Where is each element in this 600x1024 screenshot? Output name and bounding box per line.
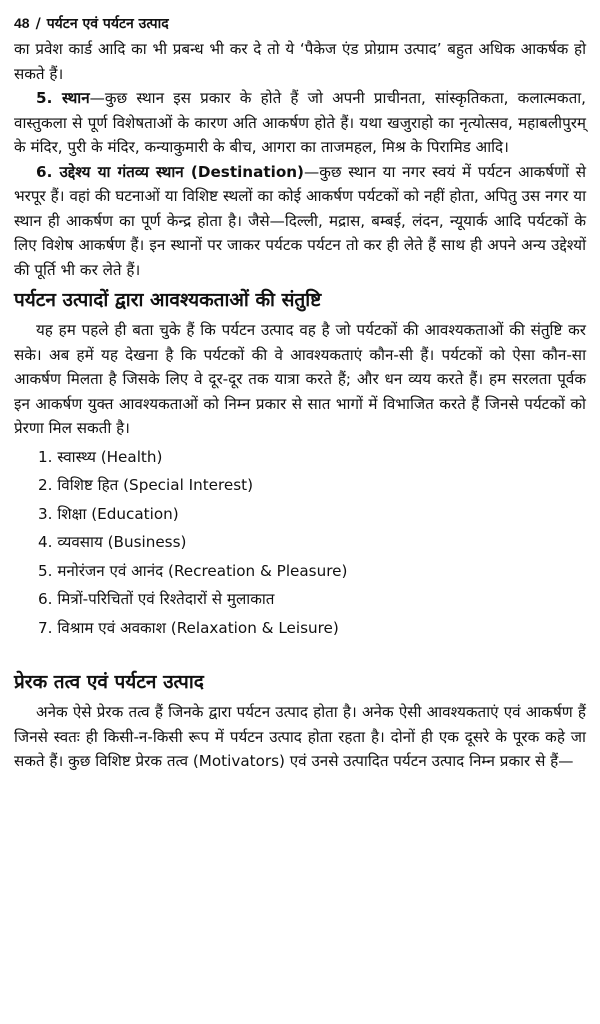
item-5-paragraph <box>14 86 586 160</box>
item-5-text: —कुछ स्थान इस प्रकार के होते हैं जो अपनी प्राचीनता, सांस्कृतिकता, कलात्मकता, वास्तुकला से पूर्ण विशेषताओं के कारण अति आकर्षण होते हैं। यथा खजुराहो का नृत्योत्सव, महाबलीपुरम् के मंदिर, पुरी के मंदिर, कन्याकुमारी के बीच, आगरा का ताजमहल, मिश्र के पिरामिड आदि। <box>14 89 586 156</box>
running-header <box>14 14 586 33</box>
list-item: 2. विशिष्ट हित (Special Interest) <box>38 476 254 494</box>
item-6-paragraph <box>14 160 586 283</box>
motivation-list <box>14 443 586 643</box>
list-item: 6. मित्रों-परिचितों एवं रिश्तेदारों से मुलाकात <box>38 590 275 608</box>
main-text <box>14 37 586 774</box>
list-item: 1. स्वास्थ्य (Health) <box>38 447 163 466</box>
item-6-label: 6. उद्देश्य या गंतव्य स्थान (Destination) <box>36 162 305 181</box>
list-item: 7. विश्राम एवं अवकाश (Relaxation & Leisure) <box>38 618 339 637</box>
intro-paragraph: का प्रवेश कार्ड आदि का भी प्रबन्ध भी कर दे तो ये ‘पैकेज एंड प्रोग्राम उत्पाद’ बहुत अधिक आकर्षक हो सकते हैं। <box>14 40 586 83</box>
list-item: 5. मनोरंजन एवं आनंद (Recreation & Pleasure) <box>38 561 348 580</box>
list-item: 3. शिक्षा (Education) <box>38 504 179 523</box>
running-title: पर्यटन एवं पर्यटन उत्पाद <box>46 16 169 32</box>
section-heading-motivators: प्रेरक तत्व एवं पर्यटन उत्पाद <box>14 671 204 693</box>
page-number: 48 <box>14 15 30 31</box>
list-item: 4. व्यवसाय (Business) <box>38 533 187 551</box>
item-6-text: —कुछ स्थान या नगर स्वयं में पर्यटन आकर्षणों से भरपूर हैं। वहां की घटनाओं या विशिष्ट स्थलों का कोई आकर्षण पर्यटकों को नहीं होता, अपितु उस नगर या स्थान ही आकर्षण का पूर्ण केन्द्र होता है। जैसे—दिल्ली, मद्रास, बम्बई, लंदन, न्यूयार्क आदि पर्यटकों के लिए विशेष आकर्षण हैं। इन स्थानों पर जाकर पर्यटक पर्यटन तो कर ही लेते हैं साथ ही अपने अन्य उद्देश्यों की पूर्ति भी कर लेते हैं। <box>14 162 587 279</box>
section-heading-needs-satisfaction: पर्यटन उत्पादों द्वारा आवश्यकताओं की संतुष्टि <box>14 289 322 311</box>
section2-paragraph: अनेक ऐसे प्रेरक तत्व हैं जिनके द्वारा पर्यटन उत्पाद होता है। अनेक ऐसी आवश्यकताएं एवं आकर्षण हैं जिनसे स्वतः ही किसी-न-किसी रूप में पर्यटन उत्पाद होता रहता है। दोनों ही एक दूसरे के पूरक कहे जा सकते हैं। कुछ विशिष्ट प्रेरक तत्व (Motivators) एवं उनसे उत्पादित पर्यटन उत्पाद निम्न प्रकार से हैं— <box>14 703 586 770</box>
item-5-label: 5. स्थान <box>36 89 90 107</box>
section1-paragraph: यह हम पहले ही बता चुके हैं कि पर्यटन उत्पाद वह है जो पर्यटकों की आवश्यकताओं की संतुष्टि कर सके। अब हमें यह देखना है कि पर्यटकों की वे आवश्यकताएं कौन-सी हैं। पर्यटकों को ऐसा कौन-सा आकर्षण मिलता है जिसके लिए वे दूर-दूर तक यात्रा करते हैं; और धन व्यय करते हैं। हम सरलता पूर्वक इन आकर्षण युक्त आवश्यकताओं को निम्न प्रकार से सात भागों में विभाजित करते हैं जिनसे पर्यटकों को प्रेरणा मिल सकती है। <box>14 321 586 437</box>
header-separator: / <box>35 16 41 32</box>
